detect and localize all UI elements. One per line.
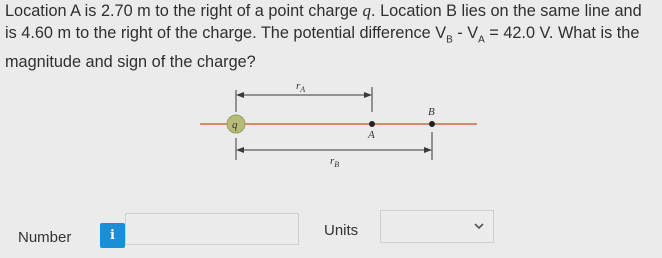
units-label: Units — [324, 222, 359, 239]
units-select[interactable] — [380, 210, 494, 243]
chevron-down-icon — [473, 220, 485, 232]
point-a-label: A — [368, 129, 375, 141]
question-text: Location A is 2.70 m to the right of a point charge q. Location B lies on the same line and is 4.60 m to the right of the charge. The potential difference $V_B - V_A = 42.0$ V. What is the magnitude and sign of the charge? — [5, 1, 642, 72]
point-b-label: B — [428, 106, 435, 118]
number-input[interactable] — [125, 213, 299, 245]
ra-label: $r_A$ — [296, 80, 306, 94]
rb-label: $r_B$ — [330, 155, 340, 169]
point-a — [369, 121, 375, 127]
number-label: Number — [18, 229, 72, 246]
info-icon[interactable]: i — [100, 223, 125, 248]
point-b — [429, 121, 435, 127]
charge-q-label: q — [232, 119, 238, 131]
